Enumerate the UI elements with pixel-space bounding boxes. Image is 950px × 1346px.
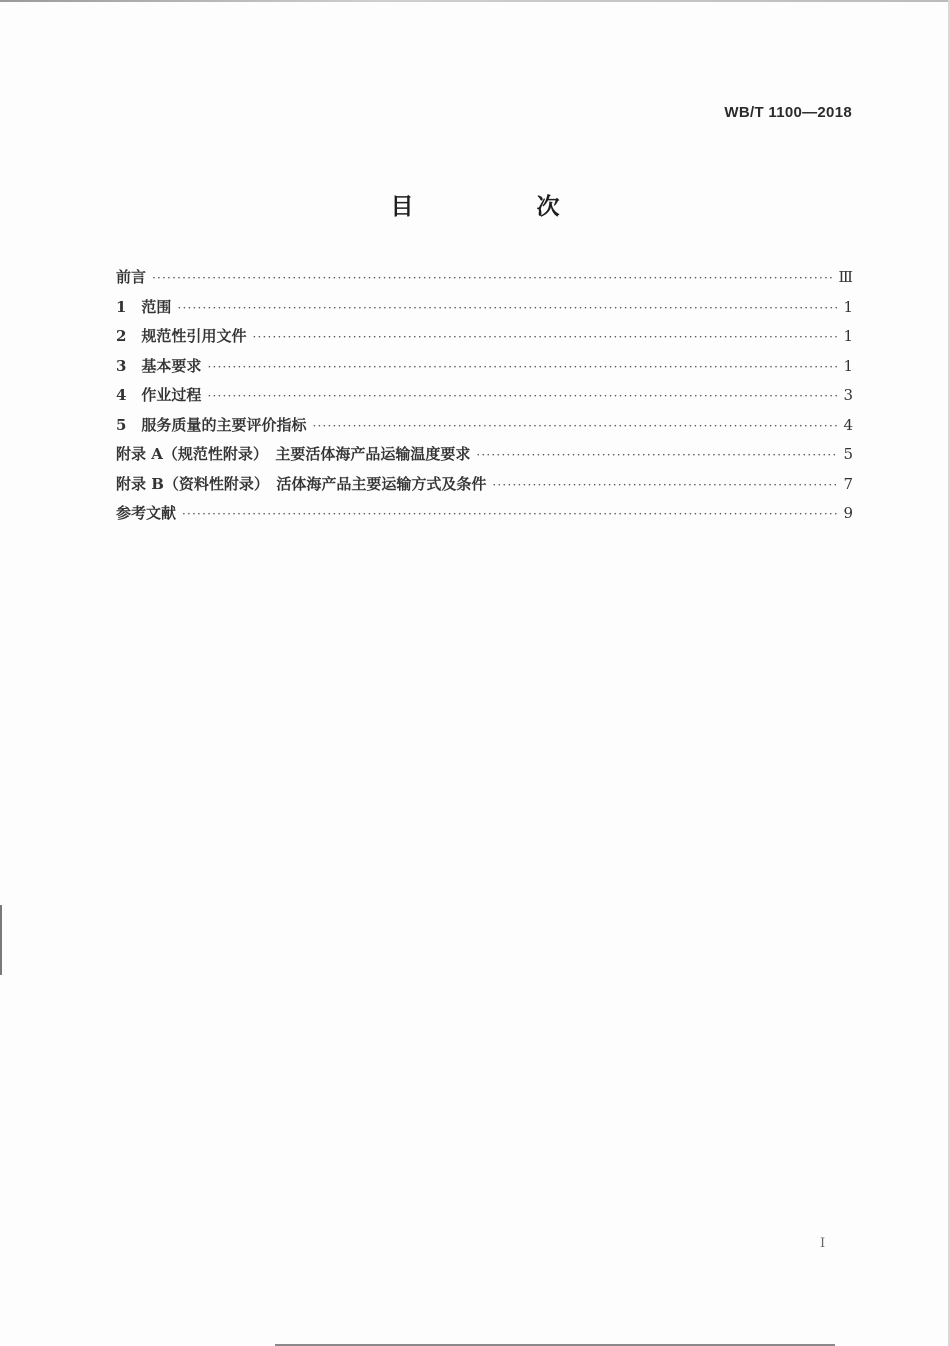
- document-code: WB/T 1100—2018: [724, 104, 852, 121]
- toc-dot-leader: [492, 478, 837, 492]
- toc-entry-label: 前言: [116, 268, 147, 286]
- toc-entry-page: 1: [843, 327, 853, 345]
- toc-entry-page: Ⅲ: [838, 268, 853, 286]
- toc-entry[interactable]: [116, 384, 853, 414]
- toc-entry-label: 参考文献: [116, 504, 177, 522]
- scan-edge: [0, 0, 950, 2]
- toc-dot-leader: [207, 389, 837, 403]
- toc-entry-page: 4: [843, 415, 853, 434]
- toc-entry-label: 2 规范性引用文件: [116, 327, 247, 345]
- toc-dot-leader: [182, 507, 837, 521]
- toc-entry-page: 1: [843, 356, 853, 375]
- toc-entry-page: 3: [843, 386, 853, 404]
- page-title: 目 次: [390, 194, 610, 220]
- toc-entry[interactable]: [116, 355, 853, 385]
- toc-entry[interactable]: [116, 296, 853, 326]
- toc-entry[interactable]: [116, 266, 853, 296]
- toc-entry-page: 1: [843, 297, 853, 316]
- footer-page-number: I: [820, 1236, 826, 1251]
- toc-entry[interactable]: [116, 502, 853, 532]
- toc-entry-label: 1 范围: [116, 297, 172, 316]
- toc-dot-leader: [312, 419, 837, 433]
- toc-dot-leader: [152, 271, 833, 285]
- toc-entry-page: 9: [843, 504, 853, 522]
- table-of-contents: [116, 266, 853, 532]
- toc-entry-page: 5: [843, 445, 853, 463]
- toc-entry-label: 3 基本要求: [116, 356, 202, 375]
- toc-entry[interactable]: [116, 443, 853, 473]
- toc-entry[interactable]: [116, 325, 853, 355]
- toc-entry[interactable]: [116, 473, 853, 503]
- toc-entry-label: 附录 A（规范性附录） 主要活体海产品运输温度要求: [116, 445, 471, 463]
- scan-edge: [0, 905, 2, 975]
- toc-dot-leader: [207, 360, 837, 374]
- toc-entry-label: 4 作业过程: [116, 386, 202, 404]
- toc-entry[interactable]: [116, 414, 853, 444]
- toc-dot-leader: [177, 301, 837, 315]
- toc-entry-page: 7: [843, 474, 853, 493]
- toc-dot-leader: [252, 330, 837, 344]
- toc-dot-leader: [476, 448, 837, 462]
- toc-entry-label: 附录 B（资料性附录） 活体海产品主要运输方式及条件: [116, 474, 487, 493]
- toc-entry-label: 5 服务质量的主要评价指标: [116, 415, 307, 434]
